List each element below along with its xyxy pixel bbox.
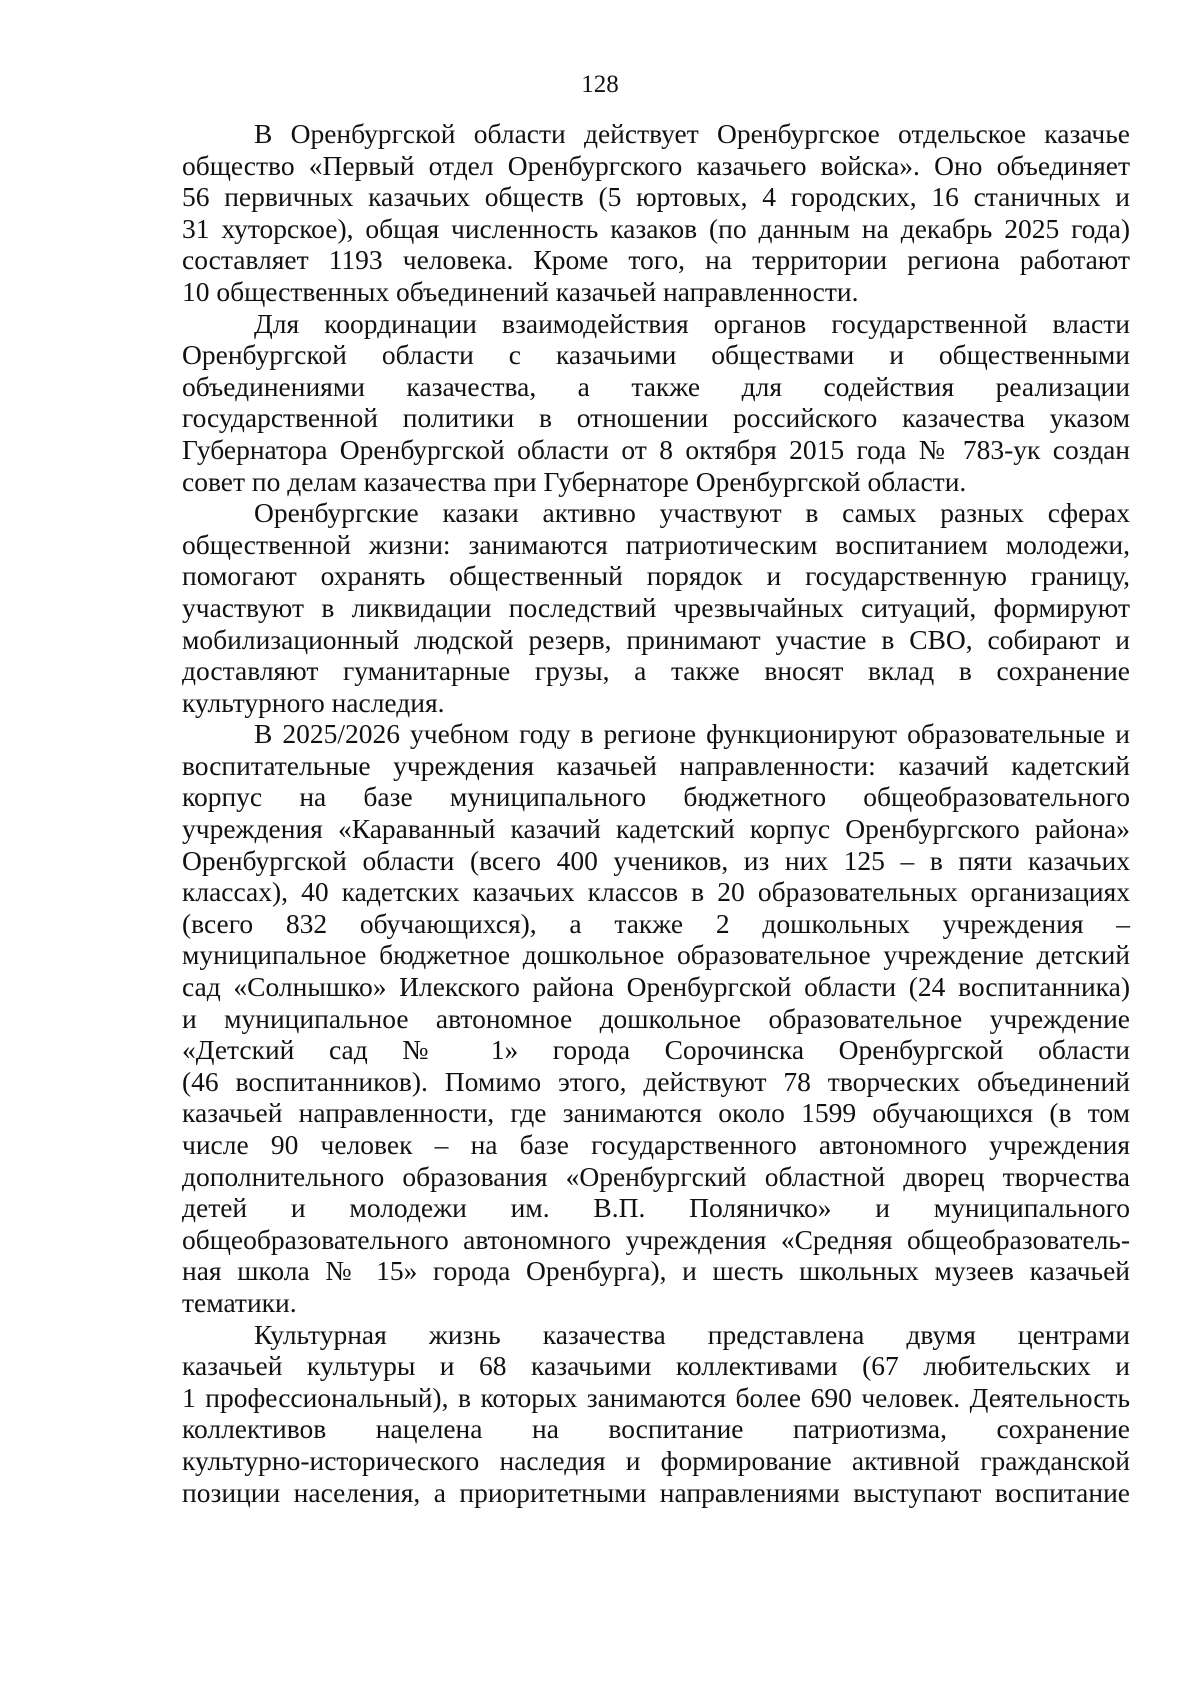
text-line: казачьей культуры и 68 казачьими коллективами (67 любительских и (182, 1350, 1130, 1382)
text-line: корпус на базе муниципального бюджетного общеобразовательного (182, 781, 1130, 813)
text-line: «Детский сад № 1» города Сорочинска Оренбургской области (182, 1034, 1130, 1066)
text-line: коллективов нацелена на воспитание патриотизма, сохранение (182, 1413, 1130, 1445)
text-line: общество «Первый отдел Оренбургского казачьего войска». Оно объединяет (182, 149, 1130, 181)
text-line: общественной жизни: занимаются патриотическим воспитанием молодежи, (182, 528, 1130, 560)
text-line: государственной политики в отношении российского казачества указом (182, 402, 1130, 434)
text-line: тематики. (182, 1286, 297, 1318)
text-line: 1 профессиональный), в которых занимаются более 690 человек. Деятельность (182, 1381, 1130, 1413)
text-line: и муниципальное автономное дошкольное образовательное учреждение (182, 1002, 1130, 1034)
text-line: культурно-исторического наследия и формирование активной гражданской (182, 1444, 1130, 1476)
text-line: Оренбургские казаки активно участвуют в самых разных сферах (254, 497, 1130, 529)
text-line: общеобразовательного автономного учреждения «Средняя общеобразователь- (182, 1223, 1130, 1255)
text-line: культурного наследия. (182, 686, 445, 718)
text-line: совет по делам казачества при Губернаторе Оренбургской области. (182, 465, 967, 497)
text-line: муниципальное бюджетное дошкольное образовательное учреждение детский (182, 939, 1130, 971)
text-line: Для координации взаимодействия органов государственной власти (254, 307, 1130, 339)
text-line: (всего 832 обучающихся), а также 2 дошкольных учреждения – (182, 907, 1130, 939)
text-line: Культурная жизнь казачества представлена двумя центрами (254, 1318, 1130, 1350)
text-line: ная школа № 15» города Оренбурга), и шесть школьных музеев казачьей (182, 1255, 1130, 1287)
text-line: (46 воспитанников). Помимо этого, действуют 78 творческих объединений (182, 1065, 1130, 1097)
text-line: сад «Солнышко» Илекского района Оренбургской области (24 воспитанника) (182, 971, 1130, 1003)
text-line: В Оренбургской области действует Оренбургское отдельское казачье (254, 118, 1130, 149)
text-line: 56 первичных казачьих обществ (5 юртовых, 4 городских, 16 станичных и (182, 181, 1130, 213)
text-line: Оренбургской области (всего 400 учеников, из них 125 – в пяти казачьих (182, 844, 1130, 876)
text-line: Губернатора Оренбургской области от 8 октября 2015 года № 783-ук создан (182, 433, 1130, 465)
text-line: объединениями казачества, а также для содействия реализации (182, 370, 1130, 402)
text-line: позиции населения, а приоритетными направлениями выступают воспитание (182, 1476, 1130, 1508)
text-line: числе 90 человек – на базе государственного автономного учреждения (182, 1129, 1130, 1160)
text-line: Оренбургской области с казачьими обществами и общественными (182, 339, 1130, 371)
text-line: доставляют гуманитарные грузы, а также вносят вклад в сохранение (182, 655, 1130, 687)
text-line: 10 общественных объединений казачьей направленности. (182, 275, 859, 307)
text-line: 31 хуторское), общая численность казаков (по данным на декабрь 2025 года) (182, 212, 1130, 244)
text-line: учреждения «Караванный казачий кадетский корпус Оренбургского района» (182, 813, 1130, 845)
text-line: участвуют в ликвидации последствий чрезвычайных ситуаций, формируют (182, 591, 1130, 623)
text-line: классах), 40 кадетских казачьих классов в 20 образовательных организациях (182, 876, 1130, 908)
text-line: В 2025/2026 учебном году в регионе функционируют образовательные и (254, 718, 1130, 750)
page-number: 128 (581, 71, 619, 98)
text-line: казачьей направленности, где занимаются около 1599 обучающихся (в том (182, 1097, 1130, 1129)
text-line: мобилизационный людской резерв, принимают участие в СВО, собирают и (182, 623, 1130, 655)
text-line: дополнительного образования «Оренбургский областной дворец творчества (182, 1160, 1130, 1192)
text-line: детей и молодежи им. В.П. Поляничко» и муниципального (182, 1192, 1130, 1224)
text-line: воспитательные учреждения казачьей направленности: казачий кадетский (182, 749, 1130, 781)
text-line: помогают охранять общественный порядок и государственную границу, (182, 560, 1130, 592)
text-line: составляет 1193 человека. Кроме того, на территории региона работают (182, 244, 1130, 276)
body-text (182, 118, 1130, 1508)
